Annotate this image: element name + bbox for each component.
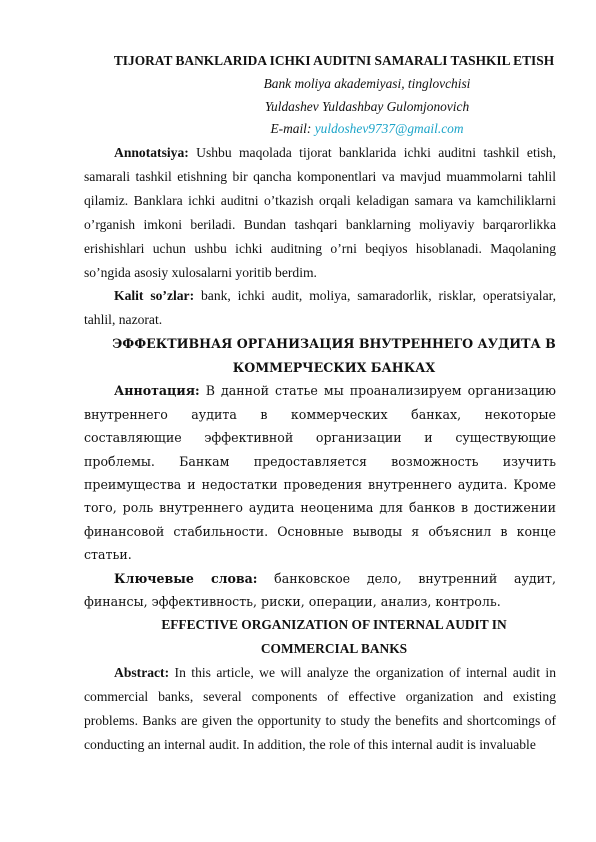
abstract-en-text: In this article, we will analyze the organization of internal audit in commercial banks, several components of effective organization and existing problems. Banks are given the opportunity to study the benefits and shortcomings of conducting an internal audit. In addition, the role of this internal audit is invaluable [84,665,556,753]
email-link[interactable]: yuldoshev9737@gmail.com [314,121,464,137]
article-title-uz: TIJORAT BANKLARIDA ICHKI AUDITNI SAMARALI TASHKIL ETISH [113,53,555,68]
article-page [84,49,556,757]
abstract-en [84,661,556,757]
keywords-ru-label: Ключевые слова: [114,570,258,586]
abstract-ru [84,379,556,566]
keywords-ru-text: банковское дело, внутренний аудит, финансы, эффективность, риски, операции, анализ, контроль. [84,570,556,610]
abstract-uz-text: Ushbu maqolada tijorat banklarida ichki auditni tashkil etish, samarali tashkil etishning bir qancha komponentlari va mavjud muammolarni tahlil qilamiz. Banklara ichki auditni o’tkazish orqali keladigan samara va kamchiliklarni o’rganish imkoni beriladi. Bundan tashqari banklarning moliyaviy barqarorlikka erishishlari uchun ushbu ichki auditning o’rni beqiyos hisoblanadi. Maqolaning so’ngida asosiy xulosalarni yoritib berdim. [84,144,556,280]
affiliation: Bank moliya akademiyasi, tinglovchisi [263,76,471,92]
article-title-ru: ЭФФЕКТИВНАЯ ОРГАНИЗАЦИЯ ВНУТРЕННЕГО АУДИТА В КОММЕРЧЕСКИХ БАНКАХ [112,336,556,375]
abstract-uz-label: Annotatsiya: [114,144,189,160]
abstract-ru-text: В данной статье мы проанализируем организацию внутреннего аудита в коммерческих банках, некоторые составляющие эффективной организации и существующие проблемы. Банкам предоставляется возможность изучить преимущества и недостатки проведения внутреннего аудита. Кроме того, роль внутреннего аудита неоценима для банков в достижении финансовой стабильности. Основные выводы я объяснил в конце статьи. [84,383,556,563]
abstract-ru-label: Аннотация: [114,383,200,399]
email-line [84,118,556,141]
abstract-en-label: Abstract: [114,665,170,681]
keywords-ru [84,567,556,614]
keywords-uz-label: Kalit so’zlar: [114,288,195,304]
keywords-uz-text: bank, ichki audit, moliya, samaradorlik, risklar, operatsiyalar, tahlil, nazorat. [84,288,556,328]
author-name: Yuldashev Yuldashbay Gulomjonovich [264,98,470,114]
abstract-uz [84,141,556,284]
article-title-en: EFFECTIVE ORGANIZATION OF INTERNAL AUDIT IN COMMERCIAL BANKS [161,617,507,657]
keywords-uz [84,284,556,332]
email-label: E-mail: [270,121,315,137]
